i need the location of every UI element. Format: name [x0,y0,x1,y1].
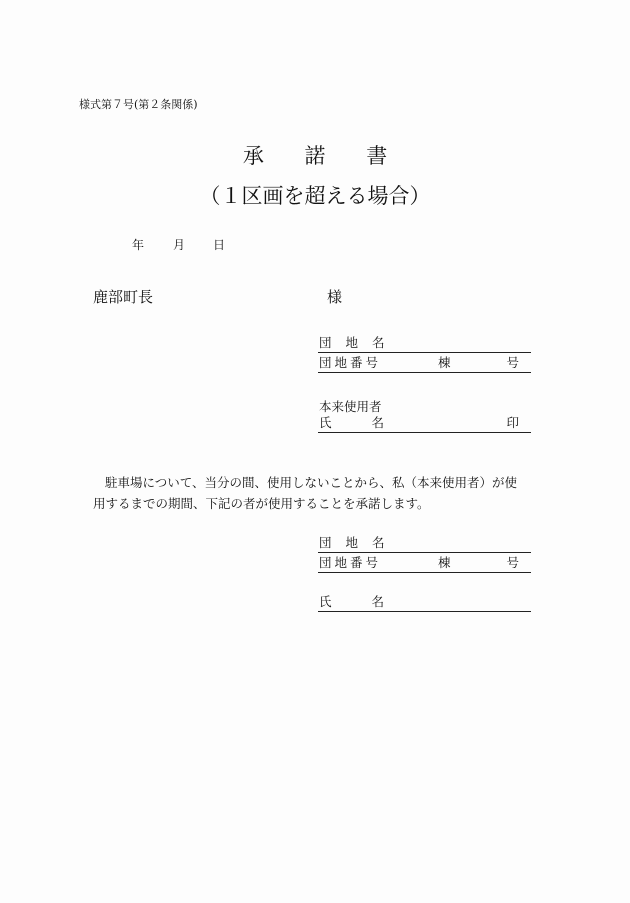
label-char: 名 [372,335,385,350]
label-char: 氏 [319,594,332,609]
label-char: 地 [345,335,359,350]
date-day-label: 日 [213,238,226,252]
unit-label: 号 [506,355,519,370]
statement-line-1: 駐車場について、当分の間、使用しないことから、私（本来使用者）が使 [105,475,518,490]
name-label [319,592,384,610]
statement-line-2: 用するまでの期間、下記の者が使用することを承諾します。 [93,496,430,511]
label-char: 団 [319,335,332,350]
user-name-field[interactable] [318,593,531,612]
title-char: 諾 [304,144,326,168]
original-user-title: 本来使用者 [319,399,382,414]
user-danchi-number-field[interactable] [318,554,531,573]
user-danchi-name-field[interactable] [318,534,531,553]
label-char: 名 [372,535,385,550]
label-char: 名 [371,415,385,430]
honorific: 様 [327,288,343,306]
unit-label: 号 [506,555,519,570]
title-char: 承 [242,144,264,168]
building-label: 棟 [438,355,451,370]
building-label: 棟 [438,555,451,570]
label-char: 団 [319,535,332,550]
danchi-number-label: 団地番号 [319,355,382,370]
danchi-name-label [319,533,385,551]
danchi-name-label [319,333,385,351]
seal-label: 印 [506,415,519,430]
date-month-label: 月 [173,238,186,252]
label-char: 氏 [319,415,332,430]
danchi-number-label: 団地番号 [319,555,382,570]
name-label [319,413,384,431]
owner-danchi-number-field[interactable] [318,354,531,373]
title-char: 書 [366,144,388,168]
consent-statement [93,472,553,514]
addressee: 鹿部町長 [93,288,154,306]
owner-danchi-name-field[interactable] [318,334,531,353]
document-title [0,140,630,170]
owner-name-field[interactable] [318,414,531,433]
form-number: 様式第７号(第２条関係) [79,98,198,111]
label-char: 地 [345,535,359,550]
label-char: 名 [371,594,385,609]
date-year-label: 年 [132,238,145,252]
document-subtitle: （１区画を超える場合） [199,184,431,208]
